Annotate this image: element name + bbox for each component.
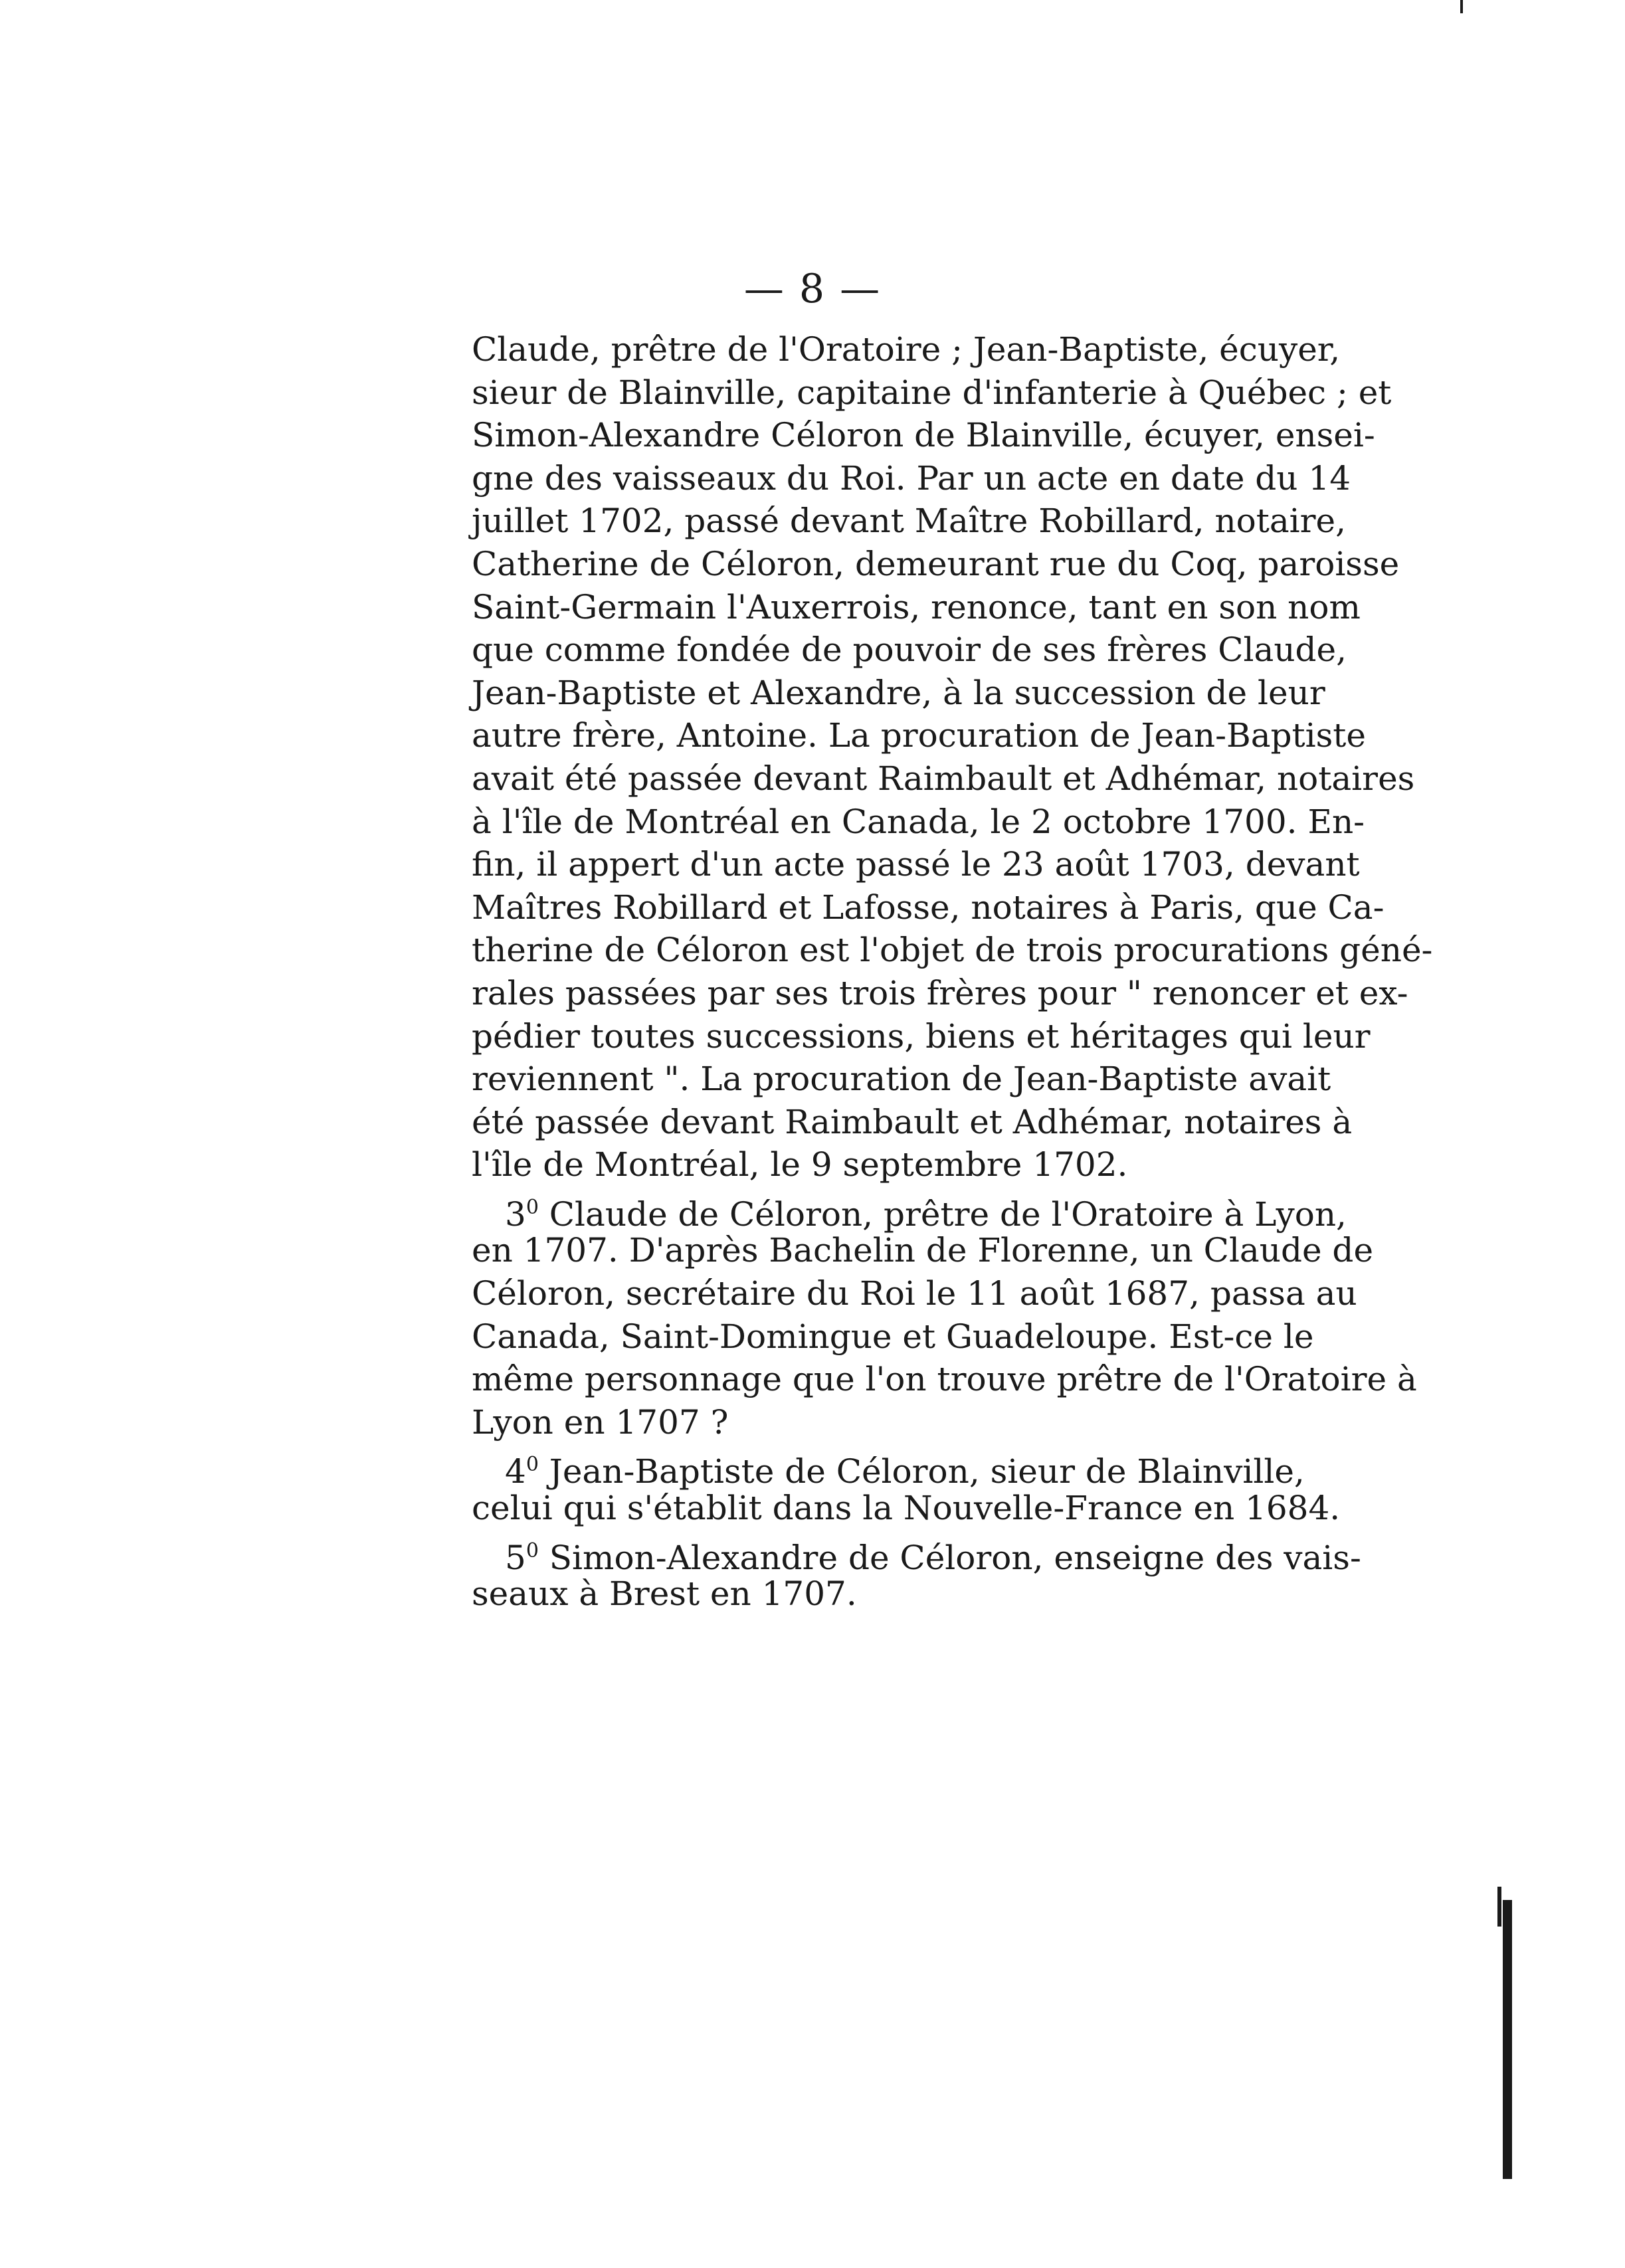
text-line: reviennent ". La procuration de Jean-Baptiste avait bbox=[472, 1060, 1331, 1099]
text-line: avait été passée devant Raimbault et Adhémar, notaires bbox=[472, 759, 1415, 798]
text-line bbox=[472, 1186, 1347, 1234]
item-marker: 5 bbox=[505, 1538, 526, 1577]
text-line: Maîtres Robillard et Lafosse, notaires à Paris, que Ca- bbox=[472, 888, 1385, 927]
paragraph-item-5 bbox=[472, 1530, 1361, 1616]
text-line: à l'île de Montréal en Canada, le 2 octobre 1700. En- bbox=[472, 802, 1365, 841]
text-line: pédier toutes successions, biens et héritages qui leur bbox=[472, 1016, 1371, 1056]
text-line: Lyon en 1707 ? bbox=[472, 1402, 729, 1442]
text-line: Saint-Germain l'Auxerrois, renonce, tant en son nom bbox=[472, 587, 1361, 626]
text-line: Canada, Saint-Domingue et Guadeloupe. Est-ce le bbox=[472, 1317, 1314, 1356]
text-line-content: Simon-Alexandre de Céloron, enseigne des vais- bbox=[538, 1538, 1361, 1577]
text-line-content: Jean-Baptiste de Céloron, sieur de Blainville, bbox=[538, 1452, 1305, 1491]
text-line: fin, il appert d'un acte passé le 23 août 1703, devant bbox=[472, 845, 1360, 884]
item-marker-sup: 0 bbox=[526, 1539, 539, 1562]
text-line: rales passées par ses trois frères pour " renoncer et ex- bbox=[472, 973, 1408, 1012]
text-line-content: Claude de Céloron, prêtre de l'Oratoire à Lyon, bbox=[538, 1194, 1347, 1234]
scan-edge-mark bbox=[1503, 1900, 1512, 2179]
text-line: sieur de Blainville, capitaine d'infanterie à Québec ; et bbox=[472, 373, 1392, 412]
text-line: therine de Céloron est l'objet de trois procurations géné- bbox=[472, 931, 1433, 970]
page-number: — 8 — bbox=[743, 266, 882, 312]
paragraph-item-4 bbox=[472, 1444, 1341, 1529]
text-line: été passée devant Raimbault et Adhémar, notaires à bbox=[472, 1102, 1353, 1141]
text-line bbox=[472, 1530, 1361, 1577]
text-line: gne des vaisseaux du Roi. Par un acte en date du 14 bbox=[472, 458, 1351, 498]
scan-edge-mark bbox=[1460, 0, 1463, 13]
text-line: Simon-Alexandre Céloron de Blainville, écuyer, ensei- bbox=[472, 416, 1375, 455]
text-line: autre frère, Antoine. La procuration de Jean-Baptiste bbox=[472, 716, 1366, 755]
paragraph-continuation bbox=[472, 328, 1433, 1186]
text-line: l'île de Montréal, le 9 septembre 1702. bbox=[472, 1145, 1128, 1184]
item-marker: 3 bbox=[505, 1194, 526, 1234]
item-marker-sup: 0 bbox=[526, 1195, 539, 1219]
text-line: juillet 1702, passé devant Maître Robillard, notaire, bbox=[472, 502, 1347, 541]
text-line: Jean-Baptiste et Alexandre, à la succession de leur bbox=[472, 673, 1325, 712]
text-line: celui qui s'établit dans la Nouvelle-France en 1684. bbox=[472, 1489, 1341, 1528]
text-line: seaux à Brest en 1707. bbox=[472, 1574, 857, 1614]
scan-edge-mark bbox=[1497, 1887, 1501, 1927]
text-line: même personnage que l'on trouve prêtre de l'Oratoire à bbox=[472, 1360, 1417, 1399]
text-line: en 1707. D'après Bachelin de Florenne, un Claude de bbox=[472, 1231, 1374, 1270]
text-line: que comme fondée de pouvoir de ses frères Claude, bbox=[472, 630, 1347, 670]
text-line bbox=[472, 1444, 1305, 1491]
item-marker-sup: 0 bbox=[526, 1453, 539, 1477]
text-line: Catherine de Céloron, demeurant rue du Coq, paroisse bbox=[472, 544, 1400, 583]
text-line: Claude, prêtre de l'Oratoire ; Jean-Baptiste, écuyer, bbox=[472, 330, 1341, 369]
item-marker: 4 bbox=[505, 1452, 526, 1491]
body-text bbox=[472, 328, 1433, 1616]
text-line: Céloron, secrétaire du Roi le 11 août 1687, passa au bbox=[472, 1274, 1357, 1313]
paragraph-item-3 bbox=[472, 1186, 1417, 1444]
